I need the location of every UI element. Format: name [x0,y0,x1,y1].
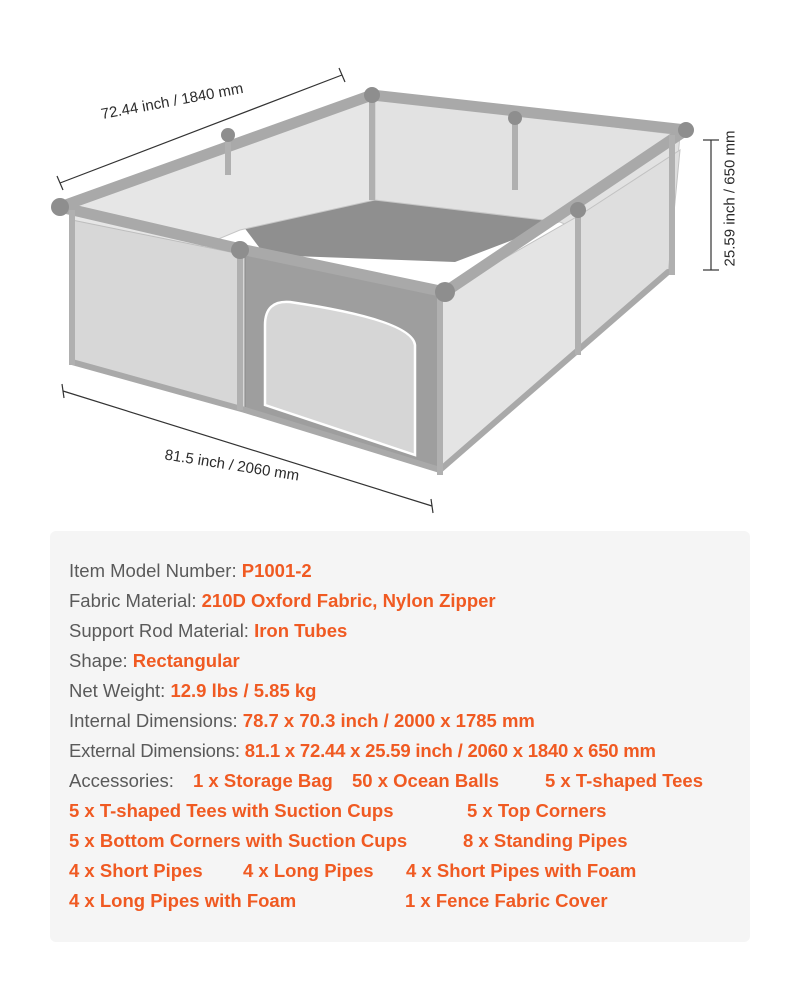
accessory-item: 5 x Top Corners [467,800,607,821]
accessory-item: 4 x Short Pipes with Foam [406,860,637,881]
spec-label: Net Weight: [69,680,171,701]
spec-value: 78.7 x 70.3 inch / 2000 x 1785 mm [242,710,535,731]
spec-rod [69,619,347,643]
spec-label: Item Model Number: [69,560,242,581]
spec-internal-dimensions [69,709,535,733]
spec-value: 210D Oxford Fabric, Nylon Zipper [201,590,496,611]
accessory-item: 5 x Bottom Corners with Suction Cups [69,830,408,851]
spec-label: Internal Dimensions: [69,710,243,731]
spec-label: Fabric Material: [69,590,202,611]
accessory-item: 4 x Long Pipes [243,860,374,881]
spec-fabric [69,589,496,613]
accessory-item: 8 x Standing Pipes [463,830,628,851]
spec-model [69,559,312,583]
spec-value: Rectangular [132,650,240,671]
spec-label: External Dimensions: [69,740,245,761]
width-dimension-label: 81.5 inch / 2060 mm [163,446,301,485]
spec-value: Iron Tubes [254,620,348,641]
accessory-item: 1 x Fence Fabric Cover [405,890,608,911]
spec-accessories [69,769,749,919]
spec-value: 12.9 lbs / 5.85 kg [170,680,317,701]
accessory-item: 4 x Long Pipes with Foam [69,890,297,911]
accessory-item: 50 x Ocean Balls [352,770,500,791]
accessory-item: 5 x T-shaped Tees [545,770,703,791]
height-dimension-label: 25.59 inch / 650 mm [721,130,739,267]
accessory-item: 4 x Short Pipes [69,860,203,881]
spec-card [50,531,750,942]
spec-label: Support Rod Material: [69,620,255,641]
spec-value: P1001-2 [241,560,312,581]
spec-weight [69,679,316,703]
spec-label: Accessories: [69,770,174,791]
spec-value: 81.1 x 72.44 x 25.59 inch / 2060 x 1840 x 650 mm [244,740,656,761]
accessory-item: 1 x Storage Bag [193,770,333,791]
accessory-item: 5 x T-shaped Tees with Suction Cups [69,800,394,821]
spec-label: Shape: [69,650,133,671]
spec-external-dimensions [69,739,656,763]
spec-shape [69,649,240,673]
length-dimension-label: 72.44 inch / 1840 mm [99,79,245,124]
